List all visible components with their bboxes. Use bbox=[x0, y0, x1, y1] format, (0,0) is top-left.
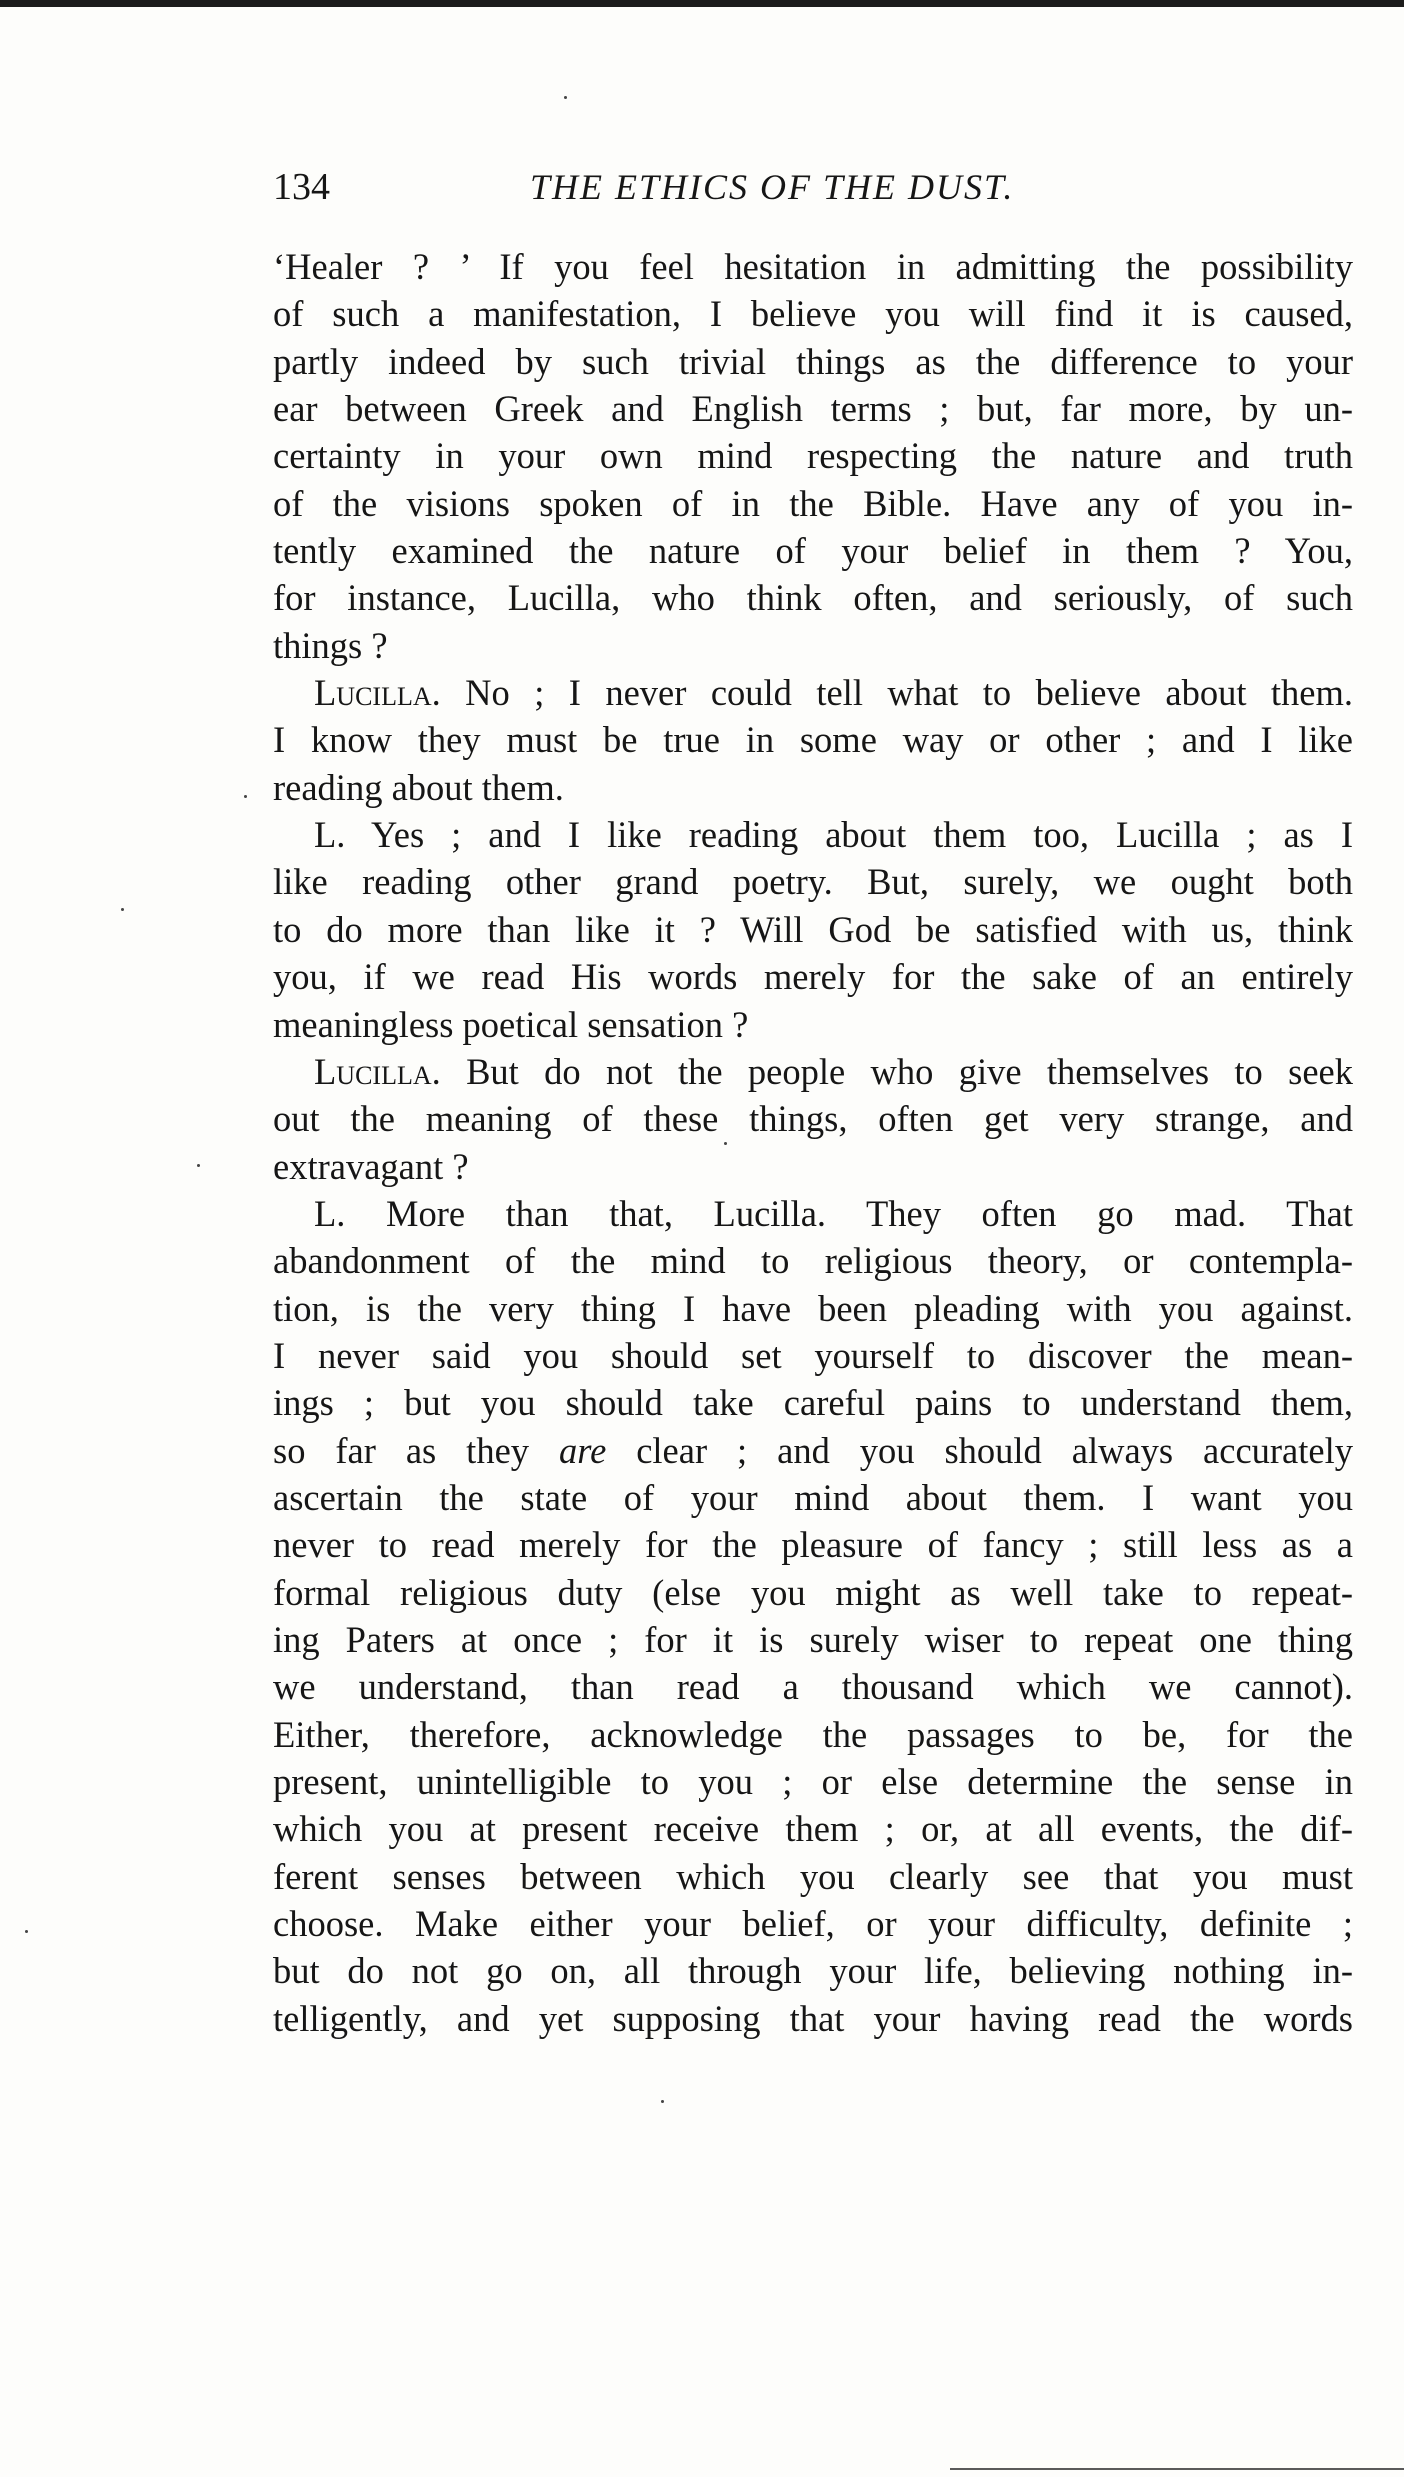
text-segment: you, if we read His words merely for the sake of an entirely bbox=[273, 956, 1353, 998]
text-segment: but do not go on, all through your life, believing nothing in- bbox=[273, 1950, 1353, 1992]
text-segment: tently examined the nature of your belief in them ? You, bbox=[273, 530, 1353, 572]
text-line bbox=[273, 622, 1353, 669]
text-line bbox=[273, 1900, 1353, 1947]
italic-word: are bbox=[558, 1429, 607, 1471]
text-line bbox=[273, 432, 1353, 479]
text-segment: extravagant ? bbox=[273, 1145, 469, 1187]
text-line bbox=[273, 953, 1353, 1000]
page-number: 134 bbox=[273, 166, 330, 208]
text-line bbox=[273, 243, 1353, 290]
text-line bbox=[273, 669, 1353, 716]
text-segment: I never said you should set yourself to discover the mean- bbox=[273, 1334, 1353, 1376]
text-segment: out the meaning of these things, often get very strange, and bbox=[273, 1098, 1353, 1140]
text-line bbox=[273, 1474, 1353, 1521]
page-header bbox=[273, 162, 1353, 212]
text-segment: for instance, Lucilla, who think often, and seriously, of such bbox=[273, 577, 1353, 619]
text-segment: ferent senses between which you clearly see that you must bbox=[273, 1855, 1353, 1897]
text-segment: we understand, than read a thousand which we cannot). bbox=[273, 1666, 1353, 1708]
text-segment: L. More than that, Lucilla. They often go mad. That bbox=[314, 1192, 1353, 1234]
running-title: THE ETHICS OF THE DUST. bbox=[530, 167, 1015, 207]
text-segment: present, unintelligible to you ; or else determine the sense in bbox=[273, 1761, 1353, 1802]
text-segment: choose. Make either your belief, or your difficulty, definite ; bbox=[273, 1903, 1353, 1945]
text-segment: to do more than like it ? Will God be satisfied with us, think bbox=[273, 908, 1353, 950]
text-segment: things ? bbox=[273, 624, 388, 666]
text-line bbox=[273, 1521, 1353, 1568]
print-speck bbox=[121, 908, 124, 911]
print-speck bbox=[724, 1142, 727, 1145]
text-segment: ing Paters at once ; for it is surely wiser to repeat one thing bbox=[273, 1618, 1353, 1660]
text-line bbox=[273, 290, 1353, 337]
text-line bbox=[273, 1237, 1353, 1284]
text-segment: formal religious duty (else you might as well take to repeat- bbox=[273, 1571, 1353, 1613]
text-line bbox=[273, 385, 1353, 432]
text-line bbox=[273, 764, 1353, 811]
speaker-name: Lucilla. bbox=[314, 1050, 441, 1092]
text-segment: telligently, and yet supposing that your having read the words bbox=[273, 1997, 1353, 2039]
text-segment: ear between Greek and English terms ; but, far more, by un- bbox=[273, 388, 1353, 430]
text-line bbox=[273, 1711, 1353, 1758]
text-segment: reading about them. bbox=[273, 766, 564, 808]
print-speck bbox=[244, 795, 247, 798]
text-segment: of such a manifestation, I believe you will find it is caused, bbox=[273, 293, 1353, 335]
text-line bbox=[273, 1285, 1353, 1332]
print-speck bbox=[25, 1930, 28, 1933]
text-line bbox=[273, 811, 1353, 858]
text-line bbox=[273, 1947, 1353, 1994]
text-line bbox=[273, 574, 1353, 621]
text-line bbox=[273, 906, 1353, 953]
text-segment: certainty in your own mind respecting the nature and truth bbox=[273, 435, 1353, 477]
text-segment: ings ; but you should take careful pains to understand them, bbox=[273, 1382, 1353, 1424]
text-segment: ascertain the state of your mind about them. I want you bbox=[273, 1476, 1353, 1518]
text-segment: Either, therefore, acknowledge the passages to be, for the bbox=[273, 1713, 1353, 1755]
text-segment: never to read merely for the pleasure of fancy ; still less as a bbox=[273, 1524, 1353, 1566]
text-line bbox=[273, 1758, 1353, 1805]
page-top-edge bbox=[0, 0, 1404, 7]
text-segment: I know they must be true in some way or other ; and I like bbox=[273, 719, 1353, 761]
text-line bbox=[273, 1616, 1353, 1663]
text-line bbox=[273, 1143, 1353, 1190]
text-line bbox=[273, 1095, 1353, 1142]
text-line bbox=[273, 858, 1353, 905]
text-line bbox=[273, 1190, 1353, 1237]
text-segment: clear ; and you should always accurately bbox=[606, 1429, 1353, 1471]
text-segment: of the visions spoken of in the Bible. Have any of you in- bbox=[273, 482, 1353, 524]
text-segment: meaningless poetical sensation ? bbox=[273, 1003, 749, 1045]
print-speck bbox=[564, 96, 567, 99]
text-line bbox=[273, 1805, 1353, 1852]
text-segment: abandonment of the mind to religious theory, or contempla- bbox=[273, 1240, 1353, 1282]
text-segment: No ; I never could tell what to believe about them. bbox=[440, 672, 1353, 714]
text-line bbox=[273, 480, 1353, 527]
text-segment: so far as they bbox=[273, 1429, 559, 1471]
text-line bbox=[273, 1569, 1353, 1616]
text-line bbox=[273, 1379, 1353, 1426]
page-bottom-edge bbox=[950, 2468, 1404, 2470]
text-segment: ‘Healer ? ’ If you feel hesitation in admitting the possibility bbox=[273, 246, 1353, 287]
text-line bbox=[273, 1853, 1353, 1900]
text-line bbox=[273, 1427, 1353, 1474]
text-line bbox=[273, 1332, 1353, 1379]
text-line bbox=[273, 1001, 1353, 1048]
text-line bbox=[273, 1048, 1353, 1095]
text-line bbox=[273, 1663, 1353, 1710]
text-segment: L. Yes ; and I like reading about them too, Lucilla ; as I bbox=[314, 814, 1353, 856]
text-segment: But do not the people who give themselves to seek bbox=[440, 1050, 1353, 1092]
text-segment: which you at present receive them ; or, at all events, the dif- bbox=[273, 1808, 1353, 1850]
text-line bbox=[273, 338, 1353, 385]
print-speck bbox=[661, 2100, 664, 2103]
speaker-name: Lucilla. bbox=[314, 672, 441, 714]
body-text bbox=[273, 243, 1353, 2042]
text-line bbox=[273, 716, 1353, 763]
text-line bbox=[273, 1995, 1353, 2042]
text-segment: partly indeed by such trivial things as the difference to your bbox=[273, 340, 1353, 382]
text-segment: like reading other grand poetry. But, surely, we ought both bbox=[273, 861, 1353, 903]
print-speck bbox=[197, 1164, 200, 1167]
text-line bbox=[273, 527, 1353, 574]
text-segment: tion, is the very thing I have been pleading with you against. bbox=[273, 1287, 1353, 1329]
